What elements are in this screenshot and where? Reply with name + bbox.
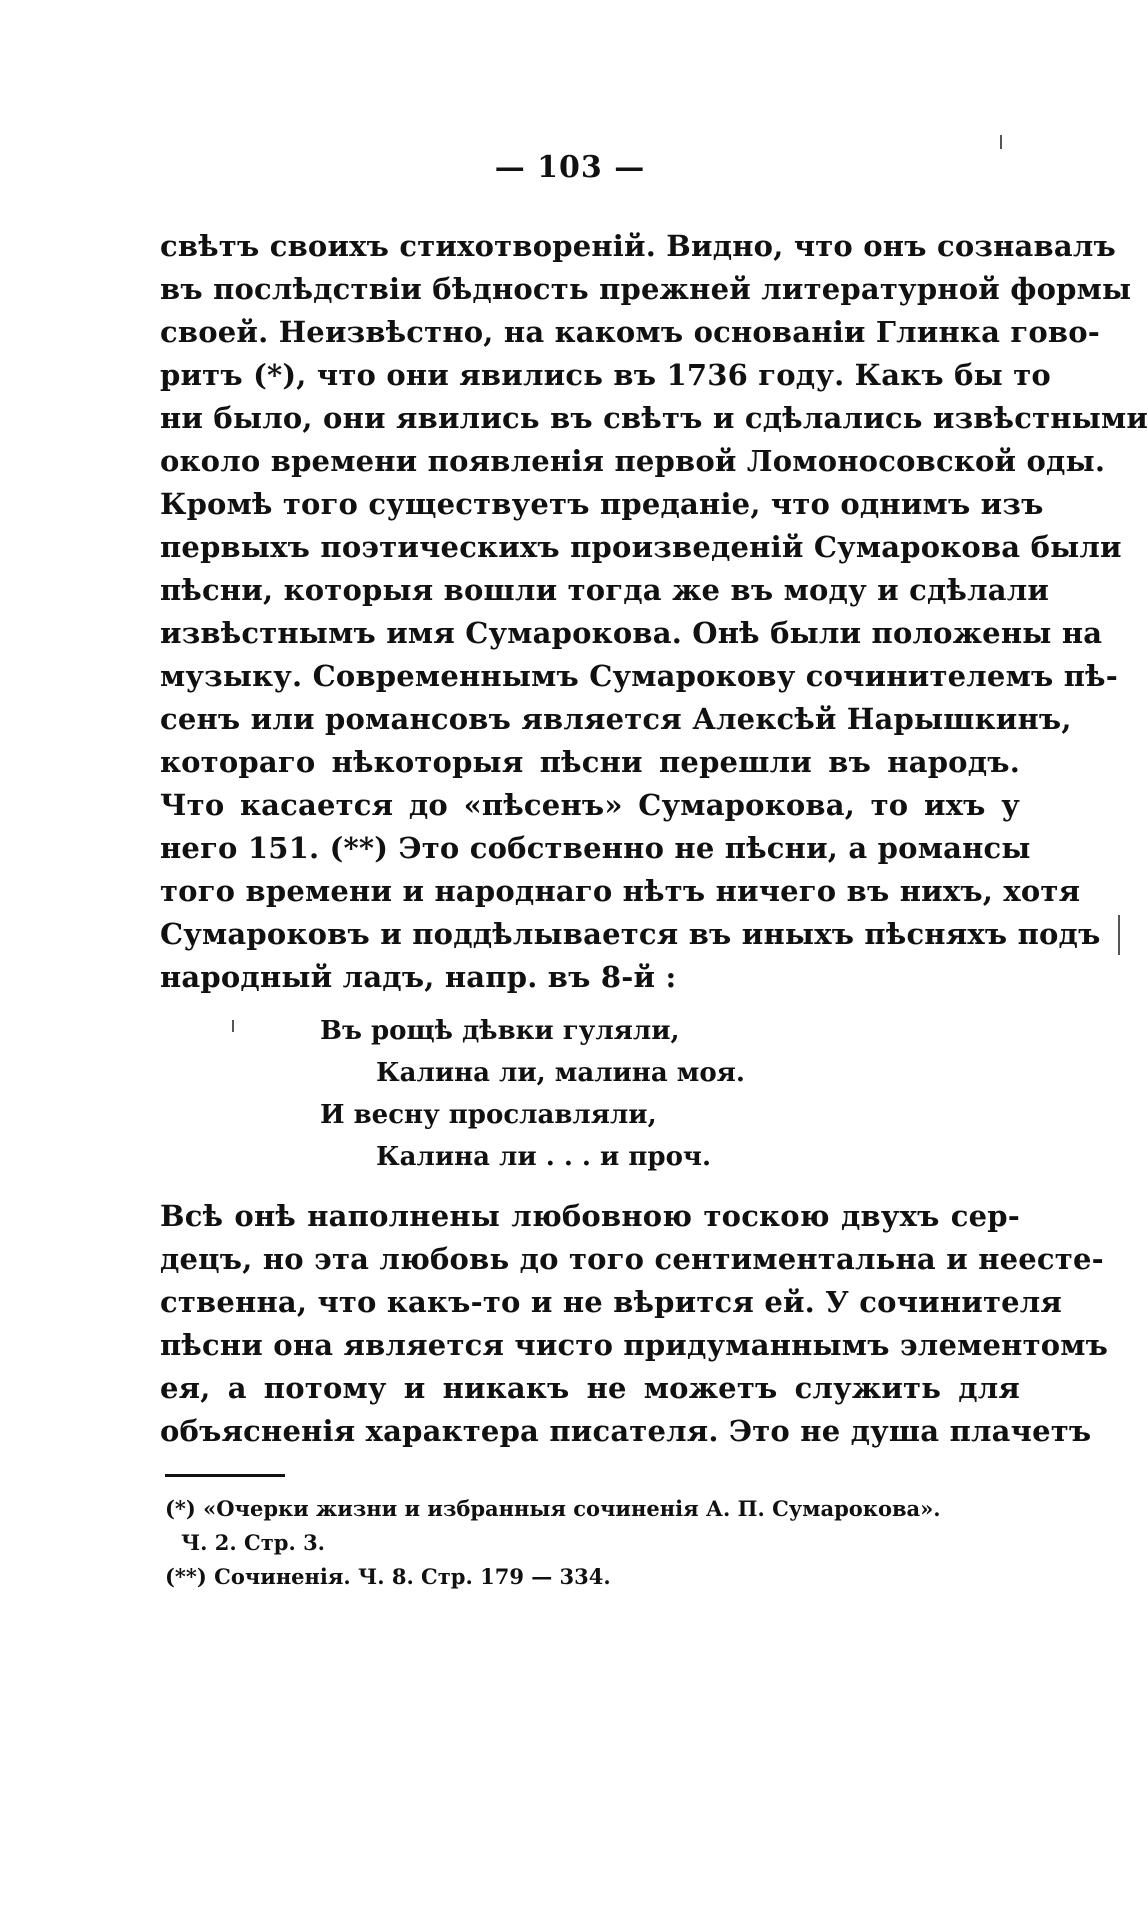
- text-line: пѣсни, которыя вошли тогда же въ моду и сдѣлали: [160, 573, 1050, 607]
- text-line: Всѣ онѣ наполнены любовною тоскою двухъ сер-: [160, 1199, 1020, 1233]
- text-line: котораго нѣкоторыя пѣсни перешли въ народъ.: [160, 745, 1020, 779]
- text-line: первыхъ поэтическихъ произведеній Сумарокова были: [160, 530, 1122, 564]
- verse-line: И весну прославляли,: [320, 1100, 657, 1130]
- paragraph-1: [160, 225, 1148, 999]
- verse-quote: [320, 1010, 820, 1178]
- text-line: того времени и народнаго нѣтъ ничего въ нихъ, хотя: [160, 874, 1081, 908]
- text-line: въ послѣдствіи бѣдность прежней литературной формы: [160, 272, 1132, 306]
- text-line: ритъ (*), что они явились въ 1736 году. Какъ бы то: [160, 358, 1051, 392]
- text-line: сенъ или романсовъ является Алексѣй Нарышкинъ,: [160, 702, 1072, 736]
- text-line: своей. Неизвѣстно, на какомъ основаніи Глинка гово-: [160, 315, 1100, 349]
- text-line: музыку. Современнымъ Сумарокову сочинителемъ пѣ-: [160, 659, 1118, 693]
- text-line: пѣсни она является чисто придуманнымъ элементомъ: [160, 1328, 1109, 1362]
- scan-mark: [232, 1020, 234, 1032]
- text-line: ни было, они явились въ свѣтъ и сдѣлались извѣстными: [160, 401, 1148, 435]
- text-line: Что касается до «пѣсенъ» Сумарокова, то ихъ у: [160, 788, 1020, 822]
- text-line: извѣстнымъ имя Сумарокова. Онѣ были положены на: [160, 616, 1103, 650]
- footnote-divider: [165, 1474, 285, 1477]
- text-line: Сумароковъ и поддѣлывается въ иныхъ пѣсняхъ подъ: [160, 917, 1101, 951]
- text-line: народный ладъ, напр. въ 8-й :: [160, 960, 677, 994]
- scan-mark: [1118, 915, 1120, 955]
- scan-mark: [1000, 135, 1002, 149]
- footnote-line: (*) «Очерки жизни и избранныя сочиненія А. П. Сумарокова».: [165, 1496, 941, 1521]
- text-line: ея, а потому и никакъ не можетъ служить для: [160, 1371, 1020, 1405]
- footnote-line: (**) Сочиненія. Ч. 8. Стр. 179 — 334.: [165, 1564, 611, 1589]
- paragraph-2: [160, 1195, 1109, 1453]
- verse-line: Калина ли, малина моя.: [376, 1058, 745, 1088]
- verse-line: Калина ли . . . и проч.: [376, 1142, 711, 1172]
- text-line: объясненія характера писателя. Это не душа плачетъ: [160, 1414, 1092, 1448]
- text-line: него 151. (**) Это собственно не пѣсни, а романсы: [160, 831, 1031, 865]
- page-number: — 103 —: [494, 150, 646, 185]
- text-line: Кромѣ того существуетъ преданіе, что однимъ изъ: [160, 487, 1044, 521]
- text-line: свѣтъ своихъ стихотвореній. Видно, что онъ сознавалъ: [160, 229, 1116, 263]
- verse-line: Въ рощѣ дѣвки гуляли,: [320, 1016, 680, 1046]
- footnotes: [165, 1492, 1025, 1594]
- footnote-line: Ч. 2. Стр. 3.: [181, 1530, 325, 1555]
- text-line: децъ, но эта любовь до того сентиментальна и неесте-: [160, 1242, 1104, 1276]
- text-line: ственна, что какъ-то и не вѣрится ей. У сочинителя: [160, 1285, 1063, 1319]
- text-line: около времени появленія первой Ломоносовской оды.: [160, 444, 1106, 478]
